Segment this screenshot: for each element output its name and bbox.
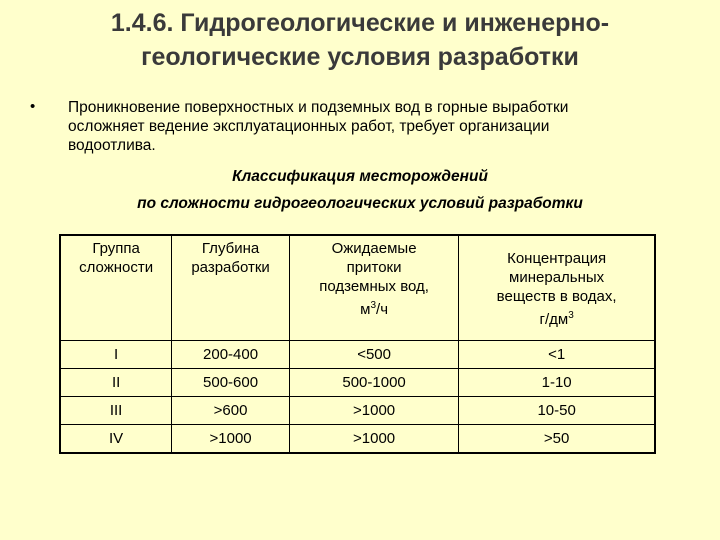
cell-inflow: >1000 [289,396,458,424]
title-line-1: 1.4.6. Гидрогеологические и инженерно- [110,9,610,37]
bullet-line-2: осложняет ведение эксплуатационных работ, требует организации [68,118,550,135]
cell-depth: >600 [172,396,290,424]
cell-inflow: >1000 [289,424,458,453]
cell-depth: 200-400 [172,340,290,368]
cell-group: IV [60,424,172,453]
bullet-line-1: Проникновение поверхностных и подземных вод в горные выработки [68,99,569,116]
table-row [60,368,655,396]
table-row [60,424,655,453]
classification-table [59,234,656,454]
cell-concentration: 10-50 [459,396,655,424]
cell-inflow: <500 [289,340,458,368]
cell-depth: 500-600 [172,368,290,396]
cell-depth: >1000 [172,424,290,453]
header-concentration: Концентрация минеральных веществ в водах, $г/дм^3$ [459,235,655,340]
header-depth: Глубина разработки [172,235,290,340]
bullet-text [68,98,678,155]
table-caption-line-1: Классификация месторождений [232,168,488,185]
table-caption-line-2: по сложности гидрогеологических условий разработки [137,195,583,212]
table-row [60,340,655,368]
slide-title [40,6,680,74]
cell-group: II [60,368,172,396]
cell-concentration: 1-10 [459,368,655,396]
cell-group: III [60,396,172,424]
bullet-line-3: водоотлива. [68,137,156,154]
header-group: Группа сложности [60,235,172,340]
table-header-row [60,235,655,340]
table-row [60,396,655,424]
cell-concentration: >50 [459,424,655,453]
bullet-icon: • [30,98,36,115]
cell-group: I [60,340,172,368]
header-inflow: Ожидаемые притоки подземных вод, $м^3/ч$ [289,235,458,340]
cell-concentration: <1 [459,340,655,368]
title-line-2: геологические условия разработки [141,43,579,71]
cell-inflow: 500-1000 [289,368,458,396]
